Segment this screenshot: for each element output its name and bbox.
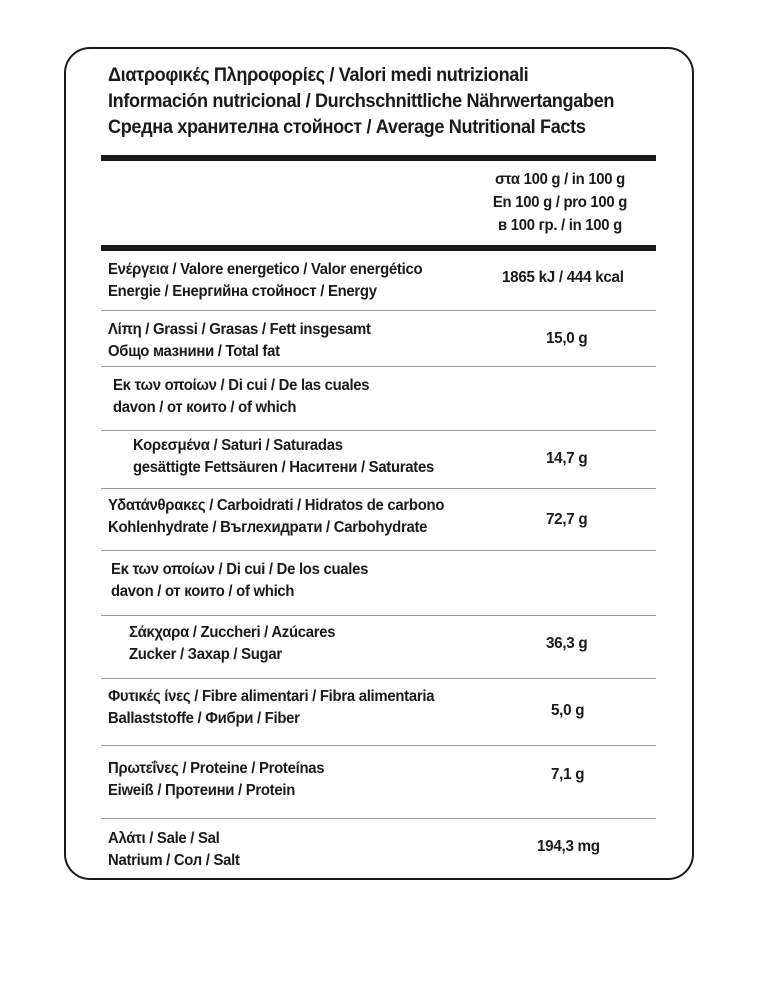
row-value: 72,7 g [546,511,588,528]
row-divider [101,430,656,431]
row-label: Λίπη / Grassi / Grasas / Fett insgesamt Общо мазнини / Total fat [108,321,371,360]
per-100g-line: En 100 g / pro 100 g [492,194,628,211]
row-value: 15,0 g [546,330,588,347]
row-label: Εκ των οποίων / Di cui / De las cuales davon / от които / of which [113,377,370,416]
per-100g-line: в 100 гр. / in 100 g [498,217,622,234]
row-label: Υδατάνθρακες / Carboidrati / Hidratos de carbono Kohlenhydrate / Въглехидрати / Carbohydrate [108,497,445,536]
row-label: Εκ των οποίων / Di cui / De los cuales davon / от които / of which [111,561,369,600]
row-divider [101,678,656,679]
row-divider [101,310,656,311]
row-label: Σάκχαρα / Zuccheri / Azúcares Zucker / Захар / Sugar [129,624,336,663]
row-divider [101,366,656,367]
row-value: 194,3 mg [537,838,600,855]
table-head-rule [101,245,656,251]
per-100g-line: στα 100 g / in 100 g [495,171,625,188]
row-value: 5,0 g [551,702,585,719]
row-divider [101,550,656,551]
row-divider [101,615,656,616]
row-label: Φυτικές ίνες / Fibre alimentari / Fibra alimentaria Ballaststoffe / Фибри / Fiber [108,688,435,727]
row-value: 14,7 g [546,450,588,467]
title-line: Средна хранителна стойност / Average Nutritional Facts [108,116,586,138]
row-label: Αλάτι / Sale / Sal Natrium / Сол / Salt [108,830,240,869]
nutrition-title [108,62,668,140]
header-rule [101,155,656,161]
title-line: Διατροφικές Πληροφορίες / Valori medi nutrizionali [108,64,529,86]
row-divider [101,818,656,819]
row-label: Κορεσμένα / Saturi / Saturadas gesättigte Fettsäuren / Наситени / Saturates [133,437,434,476]
row-divider [101,488,656,489]
per-100g-header [440,168,680,237]
row-label: Πρωτεΐνες / Proteine / Proteínas Eiweiß / Протеини / Protein [108,760,325,799]
title-line: Información nutricional / Durchschnittliche Nährwertangaben [108,90,615,112]
row-value: 7,1 g [551,766,585,783]
row-divider [101,745,656,746]
row-value: 1865 kJ / 444 kcal [502,269,624,286]
row-value: 36,3 g [546,635,588,652]
row-label: Ενέργεια / Valore energetico / Valor energético Energie / Енергийна стойност / Energy [108,261,423,300]
